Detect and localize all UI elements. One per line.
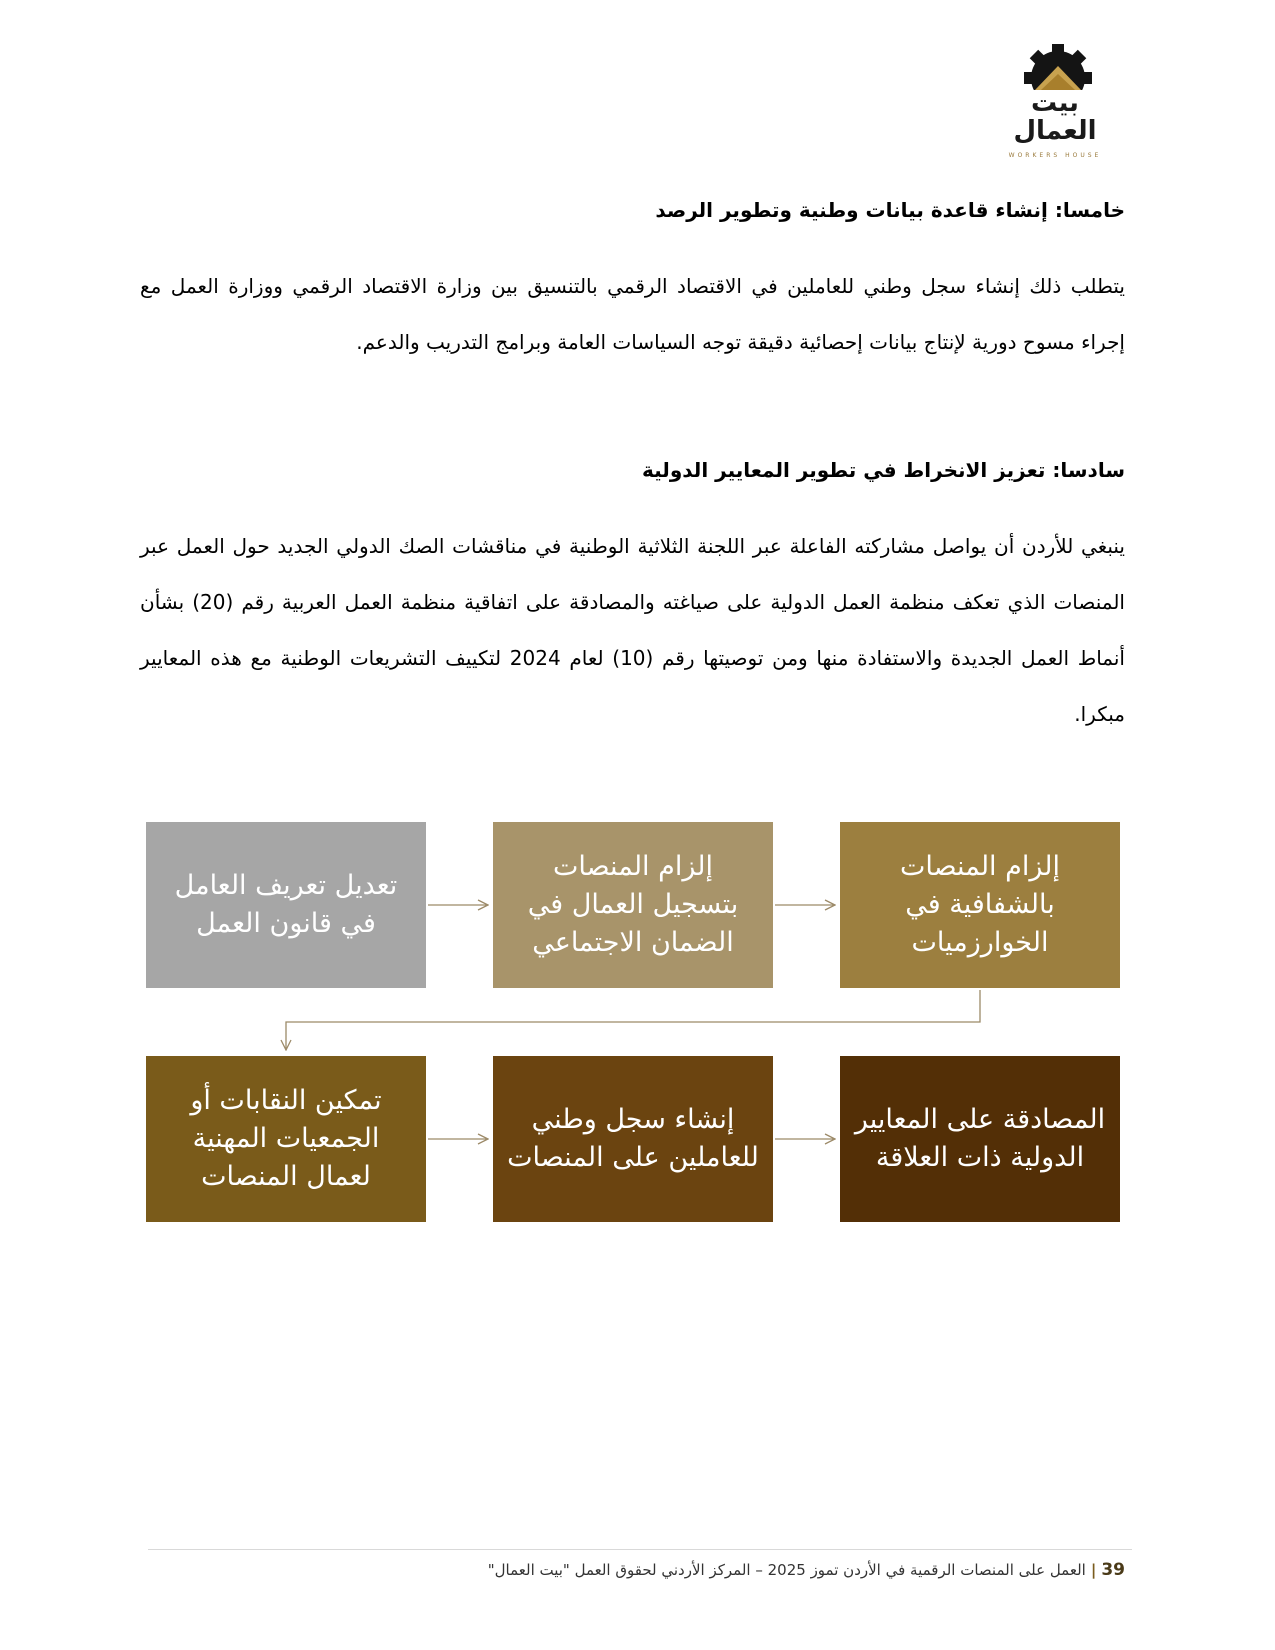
logo-line-2: العمال [1013, 116, 1097, 146]
paragraph-national-database: يتطلب ذلك إنشاء سجل وطني للعاملين في الاقتصاد الرقمي بالتنسيق بين وزارة الاقتصاد الرقمي ووزارة العمل مع إجراء مسوح دورية لإنتاج بيانات إحصائية دقيقة توجه السياسات العامة وبرامج التدريب والدعم. [140, 274, 1125, 354]
footer-text: العمل على المنصات الرقمية في الأردن تموز 2025 – المركز الأردني لحقوق العمل "بيت العمال" [487, 1561, 1086, 1579]
diagram-box-ratify-standards: المصادقة على المعايير الدولية ذات العلاقة [840, 1056, 1120, 1222]
diagram-box-social-security-registration: إلزام المنصات بتسجيل العمال في الضمان الاجتماعي [493, 822, 773, 988]
diagram-box-national-registry: إنشاء سجل وطني للعاملين على المنصات [493, 1056, 773, 1222]
diagram-box-algorithm-transparency: إلزام المنصات بالشفافية في الخوارزميات [840, 822, 1120, 988]
diagram-box-empower-unions: تمكين النقابات أو الجمعيات المهنية لعمال المنصات [146, 1056, 426, 1222]
section-heading-sixth: سادسا: تعزيز الانخراط في تطوير المعايير الدولية [642, 458, 1125, 482]
page-number: 39 [1101, 1560, 1125, 1580]
arrow-row-wrap [286, 990, 980, 1050]
paragraph-international-standards: ينبغي للأردن أن يواصل مشاركته الفاعلة عبر اللجنة الثلاثية الوطنية في مناقشات الصك الدولي الجديد حول العمل عبر المنصات الذي تعكف منظمة العمل الدولية على صياغته والمصادقة على اتفاقية منظمة العمل العربية رقم (20) بشأن أنماط العمل الجديدة والاستفادة منها ومن توصيتها رقم (10) لعام 2024 لتكييف التشريعات الوطنية مع هذه المعايير مبكرا. [140, 534, 1125, 726]
diagram-box-amend-worker-definition: تعديل تعريف العامل في قانون العمل [146, 822, 426, 988]
logo-tagline: WORKERS HOUSE [1008, 152, 1102, 159]
footer-divider [148, 1549, 1132, 1550]
page-footer [488, 1560, 1125, 1580]
footer-separator: | [1090, 1561, 1097, 1579]
logo-line-1: بيت [1031, 88, 1079, 118]
section-heading-fifth: خامسا: إنشاء قاعدة بيانات وطنية وتطوير الرصد [655, 198, 1125, 222]
